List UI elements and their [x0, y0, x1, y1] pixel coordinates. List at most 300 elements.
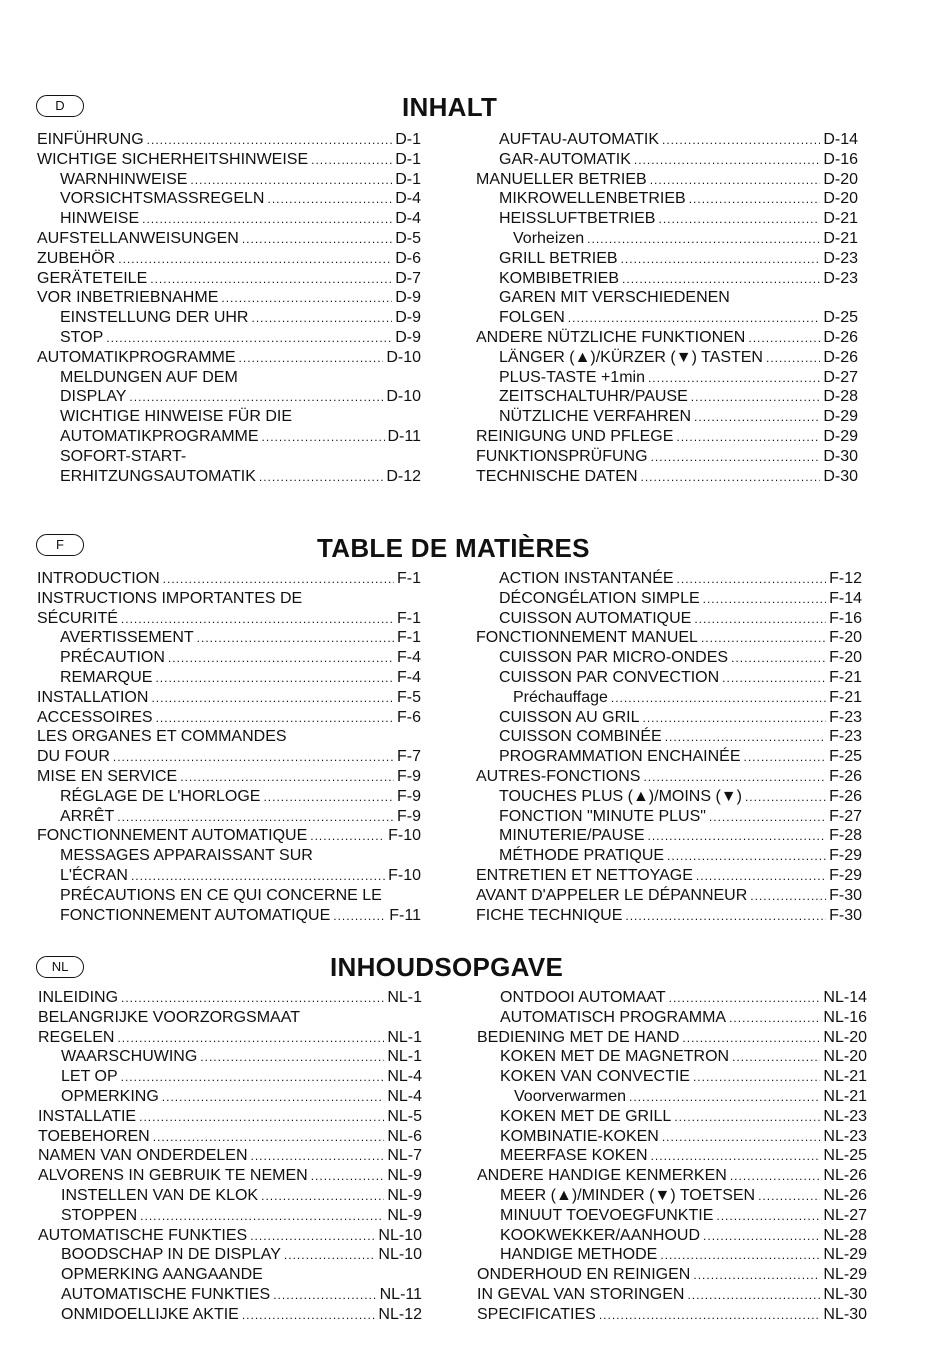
toc-entry — [499, 787, 862, 807]
toc-entry-title: AUTOMATIKPROGRAMME — [37, 348, 236, 366]
toc-entry-title: SOFORT-START- — [60, 447, 187, 465]
toc-entry — [499, 569, 862, 589]
toc-entry — [500, 988, 867, 1008]
toc-entry-page: F-30 — [829, 886, 862, 904]
toc-entry-page: D-6 — [395, 249, 421, 267]
toc-entry-page: NL-7 — [387, 1147, 422, 1165]
toc-entry-page: NL-29 — [823, 1246, 867, 1264]
toc-entry-title: HANDIGE METHODE — [500, 1246, 658, 1264]
toc-entry-title: KOMBIBETRIEB — [499, 269, 620, 287]
toc-entry-title: CUISSON COMBINÉE — [499, 728, 662, 746]
toc-entry-page: F-9 — [397, 768, 421, 785]
toc-entry-page: NL-21 — [823, 1068, 867, 1086]
toc-entry — [60, 648, 421, 668]
toc-entry-page: F-16 — [829, 609, 862, 627]
toc-entry-page: F-11 — [389, 906, 421, 924]
toc-dot-leader — [648, 368, 820, 388]
toc-dot-leader — [242, 1305, 376, 1325]
toc-dot-leader — [200, 1047, 384, 1067]
toc-entry-title: DISPLAY — [60, 388, 127, 406]
toc-entry-title: LÄNGER (▲)/KÜRZER (▼) TASTEN — [499, 348, 763, 366]
toc-entry-page: D-1 — [395, 150, 421, 168]
toc-entry — [61, 1265, 422, 1285]
language-badge: D — [36, 95, 84, 117]
toc-entry — [499, 589, 862, 609]
toc-entry-page: D-9 — [395, 289, 421, 307]
toc-dot-leader — [147, 130, 393, 150]
toc-entry-page: F-23 — [829, 728, 862, 746]
toc-dot-leader — [729, 1008, 820, 1028]
toc-entry-page: NL-14 — [823, 989, 867, 1006]
language-badge: F — [36, 534, 84, 556]
toc-entry-title: INSTELLEN VAN DE KLOK — [61, 1187, 259, 1204]
toc-entry-title: MEER (▲)/MINDER (▼) TOETSEN — [500, 1187, 756, 1204]
toc-dot-leader — [665, 727, 826, 747]
toc-dot-leader — [682, 1028, 820, 1048]
toc-entry-title: AUFTAU-AUTOMATIK — [499, 131, 659, 148]
toc-entry-title: FUNKTIONSPRÜFUNG — [476, 447, 648, 465]
toc-entry — [499, 648, 862, 668]
toc-entry-page: F-29 — [829, 847, 862, 865]
toc-entry — [38, 1146, 422, 1166]
toc-entry-page: NL-4 — [387, 1088, 422, 1105]
toc-dot-leader — [745, 787, 826, 807]
toc-entry — [60, 846, 421, 866]
toc-entry-page: NL-20 — [823, 1028, 867, 1046]
toc-entry — [61, 1087, 422, 1107]
toc-entry — [500, 1067, 867, 1087]
toc-entry — [60, 209, 421, 229]
toc-dot-leader — [117, 807, 394, 827]
toc-dot-leader — [599, 1305, 821, 1325]
toc-dot-leader — [221, 288, 392, 308]
toc-entry-page: D-9 — [395, 329, 421, 346]
toc-entry — [513, 688, 862, 708]
toc-entry-title: CUISSON PAR MICRO-ONDES — [499, 649, 729, 667]
toc-dot-leader — [106, 328, 392, 348]
toc-entry-page: D-21 — [823, 210, 858, 228]
toc-entry — [37, 150, 421, 170]
toc-entry — [477, 1305, 867, 1325]
toc-dot-leader — [703, 1226, 820, 1246]
toc-entry-title: OPMERKING AANGAANDE — [61, 1266, 263, 1284]
toc-entry-title: KOKEN VAN CONVECTIE — [500, 1068, 690, 1086]
toc-entry-page: NL-30 — [823, 1286, 867, 1303]
toc-entry — [37, 826, 421, 846]
toc-entry — [499, 269, 858, 289]
toc-entry-title: PROGRAMMATION ENCHAINÉE — [499, 748, 741, 766]
toc-entry — [60, 628, 421, 648]
toc-entry-title: FICHE TECHNIQUE — [476, 906, 623, 924]
toc-entry-page: D-9 — [395, 309, 421, 327]
toc-dot-leader — [691, 387, 821, 407]
toc-dot-leader — [251, 1146, 385, 1166]
toc-entry-page: NL-28 — [823, 1226, 867, 1244]
toc-dot-leader — [153, 1127, 385, 1147]
toc-entry-title: INSTALLATION — [37, 688, 149, 706]
toc-entry — [60, 866, 421, 886]
toc-entry-title: REMARQUE — [60, 669, 153, 686]
toc-entry — [499, 708, 862, 728]
toc-entry-page: NL-30 — [823, 1305, 867, 1323]
toc-entry — [500, 1127, 867, 1147]
toc-entry-page: F-1 — [397, 570, 421, 587]
toc-entry-title: TECHNISCHE DATEN — [476, 467, 638, 485]
toc-entry-page: F-10 — [388, 827, 421, 845]
toc-entry-page: D-20 — [823, 170, 858, 188]
toc-entry — [500, 1107, 867, 1127]
toc-entry — [499, 727, 862, 747]
toc-entry-title: VOR INBETRIEBNAHME — [37, 289, 219, 307]
toc-entry-title: AUTOMATISCHE FUNKTIES — [38, 1226, 248, 1244]
toc-entry-page: F-21 — [829, 688, 862, 706]
toc-entry-page: F-26 — [829, 787, 862, 805]
toc-dot-leader — [121, 609, 394, 629]
toc-entry-title: GAREN MIT VERSCHIEDENEN — [499, 289, 730, 307]
toc-dot-leader — [121, 988, 384, 1008]
toc-dot-leader — [113, 747, 394, 767]
toc-entry — [476, 170, 858, 190]
toc-entry-page: NL-25 — [823, 1147, 867, 1165]
toc-entry — [499, 209, 858, 229]
toc-entry — [499, 668, 862, 688]
toc-dot-leader — [758, 1186, 820, 1206]
toc-entry-title: CUISSON AUTOMATIQUE — [499, 609, 692, 627]
section-title: INHOUDSOPGAVE — [330, 952, 564, 982]
toc-entry — [476, 628, 862, 648]
toc-entry-page: NL-16 — [823, 1008, 867, 1026]
toc-dot-leader — [694, 609, 826, 629]
toc-dot-leader — [722, 668, 826, 688]
toc-entry-page: D-4 — [395, 190, 421, 208]
toc-entry-page: NL-6 — [387, 1127, 422, 1145]
toc-entry — [38, 1127, 422, 1147]
toc-entry-title: DU FOUR — [37, 748, 110, 766]
toc-entry — [37, 688, 421, 708]
toc-entry — [60, 668, 421, 688]
toc-entry-page: F-20 — [829, 629, 862, 647]
toc-entry-title: CUISSON AU GRIL — [499, 708, 640, 726]
toc-entry — [60, 387, 421, 407]
toc-entry-page: NL-29 — [823, 1266, 867, 1284]
toc-dot-leader — [155, 668, 394, 688]
toc-entry-page: NL-23 — [823, 1127, 867, 1145]
toc-entry-page: D-28 — [823, 388, 858, 406]
toc-entry-page: D-26 — [823, 348, 858, 366]
toc-dot-leader — [139, 1107, 384, 1127]
toc-entry-page: D-25 — [823, 309, 858, 327]
toc-dot-leader — [261, 1186, 384, 1206]
toc-entry-page: F-6 — [397, 708, 421, 726]
toc-dot-leader — [643, 767, 826, 787]
toc-dot-leader — [650, 170, 821, 190]
toc-entry — [38, 1008, 422, 1028]
toc-entry — [61, 1186, 422, 1206]
toc-entry — [37, 269, 421, 289]
toc-entry-page: D-23 — [823, 249, 858, 267]
toc-entry — [61, 1245, 422, 1265]
toc-entry — [37, 767, 421, 787]
toc-entry — [38, 988, 422, 1008]
toc-entry-title: INLEIDING — [38, 989, 119, 1006]
toc-entry-title: PRÉCAUTION — [60, 649, 165, 667]
toc-dot-leader — [667, 846, 826, 866]
toc-entry — [476, 886, 862, 906]
toc-entry-title: ALVORENS IN GEBRUIK TE NEMEN — [38, 1167, 308, 1185]
toc-entry — [60, 189, 421, 209]
toc-entry — [60, 906, 421, 926]
toc-entry-page: F-14 — [829, 589, 862, 607]
toc-dot-leader — [750, 886, 826, 906]
toc-entry-title: KOKEN MET DE GRILL — [500, 1107, 672, 1125]
toc-entry — [37, 288, 421, 308]
toc-entry-page: D-27 — [823, 368, 858, 386]
toc-entry-page: NL-12 — [378, 1305, 422, 1323]
toc-entry-page: NL-11 — [379, 1286, 422, 1303]
toc-dot-leader — [259, 467, 383, 487]
toc-entry-title: FONCTIONNEMENT MANUEL — [476, 629, 698, 647]
toc-entry — [499, 348, 858, 368]
toc-dot-leader — [677, 569, 827, 589]
toc-entry-page: F-29 — [829, 867, 862, 884]
toc-entry — [499, 826, 862, 846]
toc-entry — [499, 308, 858, 328]
toc-entry-title: MÉTHODE PRATIQUE — [499, 847, 665, 865]
toc-entry — [476, 328, 858, 348]
toc-entry — [60, 170, 421, 190]
toc-entry-page: F-21 — [829, 669, 862, 686]
toc-entry-title: EINFÜHRUNG — [37, 131, 144, 148]
toc-dot-leader — [587, 229, 820, 249]
toc-entry-title: WICHTIGE SICHERHEITSHINWEISE — [37, 150, 309, 168]
toc-entry-title: LET OP — [61, 1068, 118, 1086]
section-title: TABLE DE MATIÈRES — [317, 533, 590, 563]
toc-entry-title: MISE EN SERVICE — [37, 768, 178, 785]
toc-entry — [37, 727, 421, 747]
toc-entry-title: VORSICHTSMASSREGELN — [60, 190, 265, 208]
toc-entry-page: F-7 — [397, 748, 421, 766]
toc-entry-page: F-23 — [829, 708, 862, 726]
toc-entry-title: ZEITSCHALTUHR/PAUSE — [499, 388, 688, 406]
toc-entry-title: BEDIENING MET DE HAND — [477, 1028, 680, 1046]
toc-dot-leader — [190, 170, 392, 190]
toc-entry-page: NL-4 — [387, 1068, 422, 1086]
toc-dot-leader — [662, 1127, 821, 1147]
toc-dot-leader — [709, 807, 826, 827]
toc-entry-title: MELDUNGEN AUF DEM — [60, 368, 238, 386]
toc-entry — [514, 1087, 867, 1107]
toc-dot-leader — [156, 708, 394, 728]
toc-entry-title: ARRÊT — [60, 807, 115, 825]
toc-entry-page: F-1 — [397, 609, 421, 627]
toc-entry — [37, 249, 421, 269]
toc-dot-leader — [693, 1067, 820, 1087]
toc-entry-title: TOEBEHOREN — [38, 1127, 150, 1145]
toc-dot-leader — [731, 648, 826, 668]
toc-dot-leader — [648, 826, 827, 846]
toc-dot-leader — [651, 1146, 821, 1166]
toc-entry-page: F-10 — [388, 867, 421, 884]
toc-dot-leader — [674, 1107, 820, 1127]
toc-entry — [499, 368, 858, 388]
toc-entry-title: WARNHINWEISE — [60, 170, 188, 188]
toc-entry — [60, 787, 421, 807]
toc-entry-page: NL-9 — [387, 1167, 422, 1185]
toc-dot-leader — [129, 387, 383, 407]
section-title: INHALT — [402, 92, 498, 122]
toc-entry-title: ENTRETIEN ET NETTOYAGE — [476, 867, 693, 884]
toc-dot-leader — [142, 209, 392, 229]
toc-entry — [476, 467, 858, 487]
toc-dot-leader — [676, 427, 820, 447]
toc-dot-leader — [250, 1226, 375, 1246]
toc-entry — [500, 1146, 867, 1166]
toc-entry — [38, 1107, 422, 1127]
toc-entry — [477, 1265, 867, 1285]
toc-dot-leader — [333, 906, 386, 926]
toc-entry — [37, 589, 421, 609]
toc-entry-page: D-12 — [386, 467, 421, 485]
toc-entry-title: KOOKWEKKER/AANHOUD — [500, 1226, 701, 1244]
toc-entry-title: REINIGUNG UND PFLEGE — [476, 428, 674, 445]
toc-dot-leader — [131, 866, 385, 886]
toc-entry-title: MANUELLER BETRIEB — [476, 170, 647, 188]
toc-entry-title: ANDERE HANDIGE KENMERKEN — [477, 1167, 727, 1185]
toc-dot-leader — [622, 269, 820, 289]
toc-entry-page: F-26 — [829, 768, 862, 785]
toc-dot-leader — [140, 1206, 384, 1226]
toc-entry — [499, 747, 862, 767]
toc-entry-page: NL-26 — [823, 1187, 867, 1204]
toc-entry-title: MINUUT TOEVOEGFUNKTIE — [500, 1206, 714, 1224]
toc-entry-page: NL-20 — [823, 1048, 867, 1066]
toc-entry-title: MINUTERIE/PAUSE — [499, 827, 645, 845]
toc-entry-title: FOLGEN — [499, 309, 565, 327]
toc-entry-page: D-20 — [823, 190, 858, 208]
toc-entry-title: ERHITZUNGSAUTOMATIK — [60, 467, 256, 485]
toc-entry — [37, 229, 421, 249]
toc-entry-page: F-27 — [829, 807, 862, 825]
toc-entry-title: Préchauffage — [513, 688, 608, 706]
toc-dot-leader — [703, 589, 826, 609]
toc-entry-title: INTRODUCTION — [37, 570, 160, 587]
toc-entry-page: NL-10 — [378, 1226, 422, 1244]
toc-entry — [60, 328, 421, 348]
toc-entry-title: STOPPEN — [61, 1206, 138, 1224]
toc-dot-leader — [634, 150, 820, 170]
toc-dot-leader — [689, 189, 821, 209]
toc-dot-leader — [262, 427, 385, 447]
toc-dot-leader — [629, 1087, 820, 1107]
toc-entry-page: F-20 — [829, 649, 862, 667]
toc-entry — [500, 1245, 867, 1265]
toc-dot-leader — [263, 787, 394, 807]
toc-dot-leader — [162, 1087, 385, 1107]
toc-entry — [38, 1226, 422, 1246]
toc-entry-title: AUTOMATISCH PROGRAMMA — [500, 1008, 727, 1026]
toc-entry — [476, 427, 858, 447]
toc-dot-leader — [669, 988, 821, 1008]
toc-dot-leader — [732, 1047, 820, 1067]
toc-entry-page: D-1 — [395, 131, 421, 148]
toc-entry-title: NAMEN VAN ONDERDELEN — [38, 1147, 248, 1165]
toc-dot-leader — [180, 767, 394, 787]
toc-dot-leader — [251, 308, 392, 328]
toc-entry — [476, 447, 858, 467]
toc-entry — [37, 747, 421, 767]
toc-entry — [61, 1067, 422, 1087]
toc-entry-title: BELANGRIJKE VOORZORGSMAAT — [38, 1008, 300, 1026]
toc-entry-page: NL-1 — [387, 1028, 422, 1046]
toc-dot-leader — [242, 229, 392, 249]
toc-entry-page: F-9 — [397, 807, 421, 825]
toc-entry-title: BOODSCHAP IN DE DISPLAY — [61, 1246, 281, 1264]
toc-entry — [499, 288, 858, 308]
toc-entry — [38, 1166, 422, 1186]
toc-entry-page: D-23 — [823, 269, 858, 287]
toc-entry-title: MIKROWELLENBETRIEB — [499, 190, 686, 208]
toc-entry-title: NÜTZLICHE VERFAHREN — [499, 408, 692, 426]
toc-dot-leader — [121, 1067, 385, 1087]
toc-entry — [61, 1206, 422, 1226]
toc-entry-title: HEISSLUFTBETRIEB — [499, 210, 656, 228]
toc-entry-page: D-7 — [395, 269, 421, 287]
toc-entry-title: AUTRES-FONCTIONS — [476, 768, 641, 785]
toc-entry-page: D-26 — [823, 329, 858, 346]
toc-dot-leader — [642, 708, 826, 728]
toc-entry-page: D-21 — [823, 230, 858, 247]
toc-dot-leader — [310, 826, 385, 846]
toc-entry — [499, 249, 858, 269]
toc-entry-title: PRÉCAUTIONS EN CE QUI CONCERNE LE — [60, 886, 382, 904]
toc-dot-leader — [621, 249, 821, 269]
toc-entry-page: D-30 — [823, 467, 858, 485]
toc-dot-leader — [117, 1028, 384, 1048]
language-badge: NL — [36, 956, 84, 978]
toc-entry-page: F-4 — [397, 649, 421, 667]
toc-dot-leader — [748, 328, 820, 348]
toc-entry — [499, 846, 862, 866]
toc-entry-page: NL-9 — [387, 1187, 422, 1204]
toc-entry-title: L'ÉCRAN — [60, 867, 128, 884]
toc-entry — [513, 229, 858, 249]
toc-entry-title: OPMERKING — [61, 1088, 159, 1105]
toc-dot-leader — [197, 628, 394, 648]
toc-dot-leader — [625, 906, 826, 926]
toc-entry — [60, 427, 421, 447]
toc-entry-title: IN GEVAL VAN STORINGEN — [477, 1286, 685, 1303]
toc-entry-title: AUTOMATISCHE FUNKTIES — [61, 1286, 271, 1303]
toc-entry-page: NL-21 — [823, 1088, 867, 1105]
toc-dot-leader — [658, 209, 820, 229]
toc-entry-title: REGELEN — [38, 1028, 115, 1046]
toc-entry — [60, 447, 421, 467]
toc-dot-leader — [273, 1285, 376, 1305]
toc-entry-title: GAR-AUTOMATIK — [499, 150, 631, 168]
toc-entry-page: F-9 — [397, 787, 421, 805]
toc-entry — [60, 886, 421, 906]
toc-entry-page: NL-1 — [387, 1048, 422, 1066]
toc-entry-page: D-29 — [823, 408, 858, 426]
toc-dot-leader — [694, 407, 820, 427]
toc-entry-page: D-1 — [395, 170, 421, 188]
toc-entry — [500, 1226, 867, 1246]
toc-entry — [477, 1028, 867, 1048]
toc-entry-title: Vorheizen — [513, 230, 585, 247]
toc-entry — [499, 807, 862, 827]
toc-entry-page: NL-1 — [387, 989, 422, 1006]
toc-entry-page: D-14 — [823, 131, 858, 148]
